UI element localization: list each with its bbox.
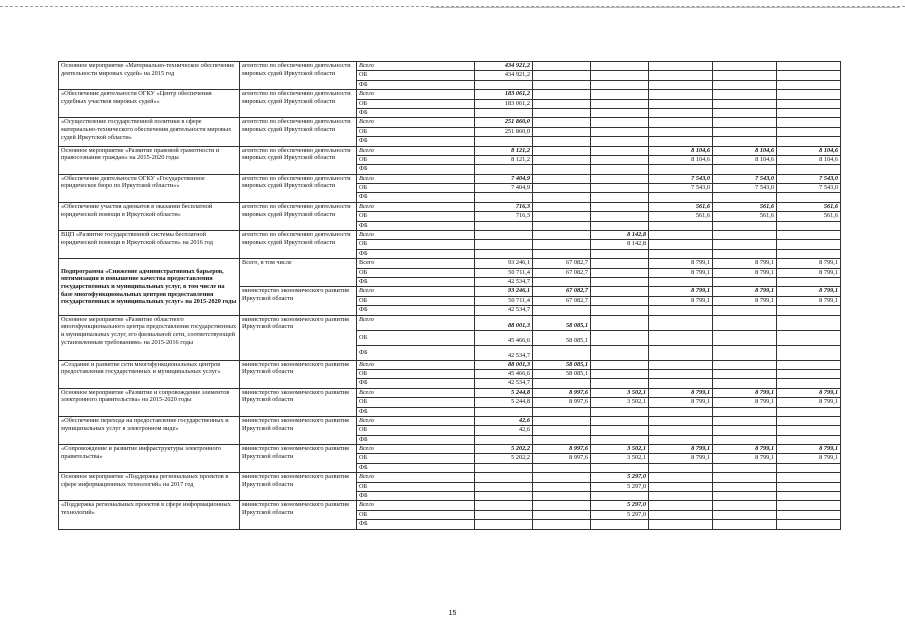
- fb-label: ФБ: [357, 108, 475, 117]
- value-cell: 67 082,7: [533, 268, 591, 277]
- ob-label: ОБ: [357, 127, 475, 136]
- value-cell: 50 711,4: [475, 296, 533, 305]
- event-name-cell: «Обеспечение деятельности ОГКУ «Государственное юридическое бюро по Иркутской области»»: [59, 174, 240, 202]
- value-cell: 42,6: [475, 416, 533, 425]
- value-cell: 8 997,6: [533, 388, 591, 397]
- value-cell: 7 404,9: [475, 174, 533, 183]
- value-cell: 8 799,1: [713, 398, 777, 407]
- funding-table: [58, 61, 841, 530]
- total-label: Всего: [357, 501, 475, 510]
- value-cell: 8 104,6: [777, 146, 841, 155]
- value-cell: 8 104,6: [649, 146, 713, 155]
- value-cell: 716,3: [475, 212, 533, 221]
- executor-cell: министерство экономического развития Иркутской области: [240, 416, 357, 444]
- value-cell: 42 534,7: [475, 306, 533, 315]
- executor-cell: министерство экономического развития Иркутской области: [240, 388, 357, 416]
- executor-cell: агентство по обеспечению деятельности мировых судей Иркутской области: [240, 231, 357, 259]
- value-cell: 561,6: [777, 212, 841, 221]
- value-cell: 183 061,2: [475, 90, 533, 99]
- value-cell: 8 799,1: [649, 259, 713, 268]
- subprogram-name-cell: Подпрограмма «Снижение административных барьеров, оптимизация и повышение качества предоставления государственных и муниципальных услуг, в том числе на базе многофункциональных центров предоставления государственных и муниципальных услуг» на 2015-2020 годы: [59, 259, 240, 315]
- event-name-cell: Основное мероприятие «Развитие правовой грамотности и правосознания граждан» на 2015-2020 годы: [59, 146, 240, 174]
- executor-cell: министерство экономического развития Иркутской области: [240, 315, 357, 360]
- value-cell: 8 799,1: [713, 287, 777, 296]
- value-cell: 8 799,1: [649, 398, 713, 407]
- ob-label: ОБ: [357, 426, 475, 435]
- value-cell: 8 799,1: [649, 388, 713, 397]
- table-row: [59, 315, 841, 330]
- total-label: Всего: [357, 90, 475, 99]
- value-cell: 8 799,1: [649, 296, 713, 305]
- value-cell: 8 799,1: [649, 287, 713, 296]
- value-cell: 561,6: [713, 212, 777, 221]
- value-cell: 5 297,0: [591, 510, 649, 519]
- ob-label: ОБ: [357, 482, 475, 491]
- value-cell: 8 799,1: [713, 268, 777, 277]
- executor-cell: агентство по обеспечению деятельности мировых судей Иркутской области: [240, 118, 357, 146]
- executor-cell: министерство экономического развития Иркутской области: [240, 445, 357, 473]
- ob-label: ОБ: [357, 155, 475, 164]
- value-cell: 42 534,7: [475, 345, 533, 360]
- fb-label: ФБ: [357, 520, 475, 529]
- fb-label: ФБ: [357, 193, 475, 202]
- ob-label: ОБ: [357, 330, 475, 345]
- executor-cell: министерство экономического развития Иркутской области: [240, 501, 357, 529]
- ob-label: ОБ: [357, 268, 475, 277]
- value-cell: 8 104,6: [649, 155, 713, 164]
- value-cell: 7 543,0: [777, 174, 841, 183]
- value-cell: 183 061,2: [475, 99, 533, 108]
- fb-label: ФБ: [357, 345, 475, 360]
- value-cell: 3 502,1: [591, 388, 649, 397]
- fb-label: ФБ: [357, 80, 475, 89]
- event-name-cell: Основное мероприятие «Материально-техническое обеспечение деятельности мировых судей» на 2015 год: [59, 62, 240, 90]
- value-cell: 8 799,1: [777, 287, 841, 296]
- table-row: [59, 416, 841, 425]
- fb-label: ФБ: [357, 137, 475, 146]
- value-cell: 8 799,1: [777, 268, 841, 277]
- value-cell: 58 085,1: [533, 360, 591, 369]
- value-cell: 8 799,1: [649, 268, 713, 277]
- value-cell: 8 799,1: [649, 445, 713, 454]
- ob-label: ОБ: [357, 99, 475, 108]
- value-cell: 93 246,1: [475, 287, 533, 296]
- value-cell: 561,6: [649, 202, 713, 211]
- value-cell: 5 244,8: [475, 398, 533, 407]
- fb-label: ФБ: [357, 492, 475, 501]
- fb-label: ФБ: [357, 306, 475, 315]
- event-name-cell: «Обеспечение деятельности ОГКУ «Центр обеспечения судебных участков мировых судей»»: [59, 90, 240, 118]
- value-cell: 58 085,1: [533, 369, 591, 378]
- total-label: Всего: [357, 315, 475, 330]
- value-cell: 45 466,6: [475, 330, 533, 345]
- total-label: Всего: [357, 388, 475, 397]
- value-cell: 58 085,1: [533, 315, 591, 330]
- value-cell: 93 246,1: [475, 259, 533, 268]
- value-cell: 67 082,7: [533, 259, 591, 268]
- total-label: Всего: [357, 146, 475, 155]
- value-cell: 8 799,1: [713, 296, 777, 305]
- value-cell: 8 799,1: [713, 454, 777, 463]
- fb-label: ФБ: [357, 379, 475, 388]
- value-cell: 8 142,8: [591, 231, 649, 240]
- value-cell: 8 104,6: [777, 155, 841, 164]
- table-row: [59, 174, 841, 183]
- fb-label: ФБ: [357, 463, 475, 472]
- event-name-cell: «Поддержка региональных проектов в сфере информационных технологий»: [59, 501, 240, 529]
- value-cell: 716,3: [475, 202, 533, 211]
- table-row: [59, 473, 841, 482]
- value-cell: 3 502,1: [591, 454, 649, 463]
- executor-cell: агентство по обеспечению деятельности мировых судей Иркутской области: [240, 174, 357, 202]
- table-row: [59, 231, 841, 240]
- value-cell: 8 799,1: [777, 296, 841, 305]
- value-cell: 8 142,8: [591, 240, 649, 249]
- ob-label: ОБ: [357, 296, 475, 305]
- fb-label: ФБ: [357, 277, 475, 286]
- executor-cell: агентство по обеспечению деятельности мировых судей Иркутской области: [240, 62, 357, 90]
- value-cell: 42 534,7: [475, 379, 533, 388]
- value-cell: 434 921,2: [475, 62, 533, 71]
- value-cell: 561,6: [649, 212, 713, 221]
- value-cell: 45 466,6: [475, 369, 533, 378]
- table-row: [59, 90, 841, 99]
- executor-cell: министерство экономического развития Иркутской области: [240, 473, 357, 501]
- table-row: [59, 501, 841, 510]
- table-row: [59, 259, 841, 268]
- table-row: [59, 360, 841, 369]
- event-name-cell: ВЦП «Развитие государственной системы бесплатной юридической помощи в Иркутской области» на 2016 год: [59, 231, 240, 259]
- value-cell: 67 082,7: [533, 287, 591, 296]
- fb-label: ФБ: [357, 221, 475, 230]
- event-name-cell: Основное мероприятие «Развитие и сопровождение элементов электронного правительства» на 2015-2020 годы: [59, 388, 240, 416]
- total-label: Всего: [357, 174, 475, 183]
- event-name-cell: «Обеспечение участия адвокатов в оказании бесплатной юридической помощи в Иркутской области»: [59, 202, 240, 230]
- value-cell: 5 297,0: [591, 501, 649, 510]
- ob-label: ОБ: [357, 71, 475, 80]
- value-cell: 7 543,0: [649, 174, 713, 183]
- scan-top-rule: [430, 7, 900, 8]
- executor-cell: агентство по обеспечению деятельности мировых судей Иркутской области: [240, 146, 357, 174]
- value-cell: 8 121,2: [475, 155, 533, 164]
- value-cell: 251 860,0: [475, 118, 533, 127]
- value-cell: 561,6: [777, 202, 841, 211]
- table-row: [59, 118, 841, 127]
- value-cell: 8 799,1: [713, 259, 777, 268]
- executor-cell: Всего, в том числе: [240, 259, 357, 287]
- fb-label: ФБ: [357, 249, 475, 258]
- value-cell: 7 404,9: [475, 184, 533, 193]
- ob-label: ОБ: [357, 454, 475, 463]
- total-label: Всего: [357, 202, 475, 211]
- value-cell: 5 297,0: [591, 482, 649, 491]
- value-cell: 5 244,8: [475, 388, 533, 397]
- value-cell: 7 543,0: [649, 184, 713, 193]
- value-cell: 8 799,1: [713, 445, 777, 454]
- table-row: [59, 202, 841, 211]
- total-label: Всего: [357, 118, 475, 127]
- executor-cell: министерство экономического развития Иркутской области: [240, 360, 357, 388]
- value-cell: 8 799,1: [777, 454, 841, 463]
- value-cell: 8 104,6: [713, 155, 777, 164]
- executor-cell: агентство по обеспечению деятельности мировых судей Иркутской области: [240, 90, 357, 118]
- total-label: Всего: [357, 62, 475, 71]
- total-label: Всего: [357, 416, 475, 425]
- table-row: [59, 388, 841, 397]
- fb-label: ФБ: [357, 435, 475, 444]
- value-cell: 88 001,3: [475, 315, 533, 330]
- value-cell: 8 799,1: [777, 388, 841, 397]
- value-cell: 67 082,7: [533, 296, 591, 305]
- total-label: Всего: [357, 360, 475, 369]
- event-name-cell: «Создание и развитие сети многофункциональных центров предоставления государственных и муниципальных услуг»: [59, 360, 240, 388]
- event-name-cell: Основное мероприятие «Поддержка региональных проектов в сфере информационных технологий» на 2017 год: [59, 473, 240, 501]
- total-label: Всего: [357, 231, 475, 240]
- value-cell: 8 799,1: [777, 445, 841, 454]
- value-cell: 434 921,2: [475, 71, 533, 80]
- value-cell: 8 799,1: [777, 398, 841, 407]
- value-cell: 8 997,6: [533, 454, 591, 463]
- page-number: 15: [448, 610, 457, 617]
- event-name-cell: «Обеспечение перехода на предоставление государственных и муниципальных услуг в электронном виде»: [59, 416, 240, 444]
- value-cell: 7 543,0: [713, 174, 777, 183]
- fb-label: ФБ: [357, 407, 475, 416]
- value-cell: 8 104,6: [713, 146, 777, 155]
- value-cell: 5 202,2: [475, 445, 533, 454]
- ob-label: ОБ: [357, 240, 475, 249]
- value-cell: 7 543,0: [777, 184, 841, 193]
- event-name-cell: «Осуществление государственной политики в сфере материально-технического обеспечения деятельности мировых судей Иркутской области»: [59, 118, 240, 146]
- value-cell: 88 001,3: [475, 360, 533, 369]
- total-label: Всего: [357, 287, 475, 296]
- value-cell: 3 502,1: [591, 398, 649, 407]
- value-cell: 8 799,1: [713, 388, 777, 397]
- event-name-cell: «Сопровождение и развитие инфраструктуры электронного правительства»: [59, 445, 240, 473]
- value-cell: 8 997,6: [533, 445, 591, 454]
- value-cell: 5 297,0: [591, 473, 649, 482]
- value-cell: 8 121,2: [475, 146, 533, 155]
- ob-label: ОБ: [357, 369, 475, 378]
- value-cell: 251 860,0: [475, 127, 533, 136]
- ob-label: ОБ: [357, 184, 475, 193]
- value-cell: 42 534,7: [475, 277, 533, 286]
- value-cell: 8 799,1: [777, 259, 841, 268]
- ob-label: ОБ: [357, 510, 475, 519]
- executor-cell: министерство экономического развития Иркутской области: [240, 287, 357, 315]
- value-cell: 42,6: [475, 426, 533, 435]
- table-row: [59, 62, 841, 71]
- ob-label: ОБ: [357, 212, 475, 221]
- value-cell: 8 997,6: [533, 398, 591, 407]
- table-row: [59, 146, 841, 155]
- value-cell: 3 502,1: [591, 445, 649, 454]
- value-cell: 58 085,1: [533, 330, 591, 345]
- total-label: Всего: [357, 473, 475, 482]
- executor-cell: агентство по обеспечению деятельности мировых судей Иркутской области: [240, 202, 357, 230]
- value-cell: 561,6: [713, 202, 777, 211]
- value-cell: 8 799,1: [649, 454, 713, 463]
- value-cell: 50 711,4: [475, 268, 533, 277]
- value-cell: 7 543,0: [713, 184, 777, 193]
- total-label: Всего: [357, 445, 475, 454]
- table-row: [59, 445, 841, 454]
- event-name-cell: Основное мероприятие «Развитие областного многофункционального центра предоставления государственных и муниципальных услуг, его филиальной сети, соответствующей установленным требованиям» на 2015-2016 годы: [59, 315, 240, 360]
- total-label: Всего: [357, 259, 475, 268]
- fb-label: ФБ: [357, 165, 475, 174]
- value-cell: 5 202,2: [475, 454, 533, 463]
- ob-label: ОБ: [357, 398, 475, 407]
